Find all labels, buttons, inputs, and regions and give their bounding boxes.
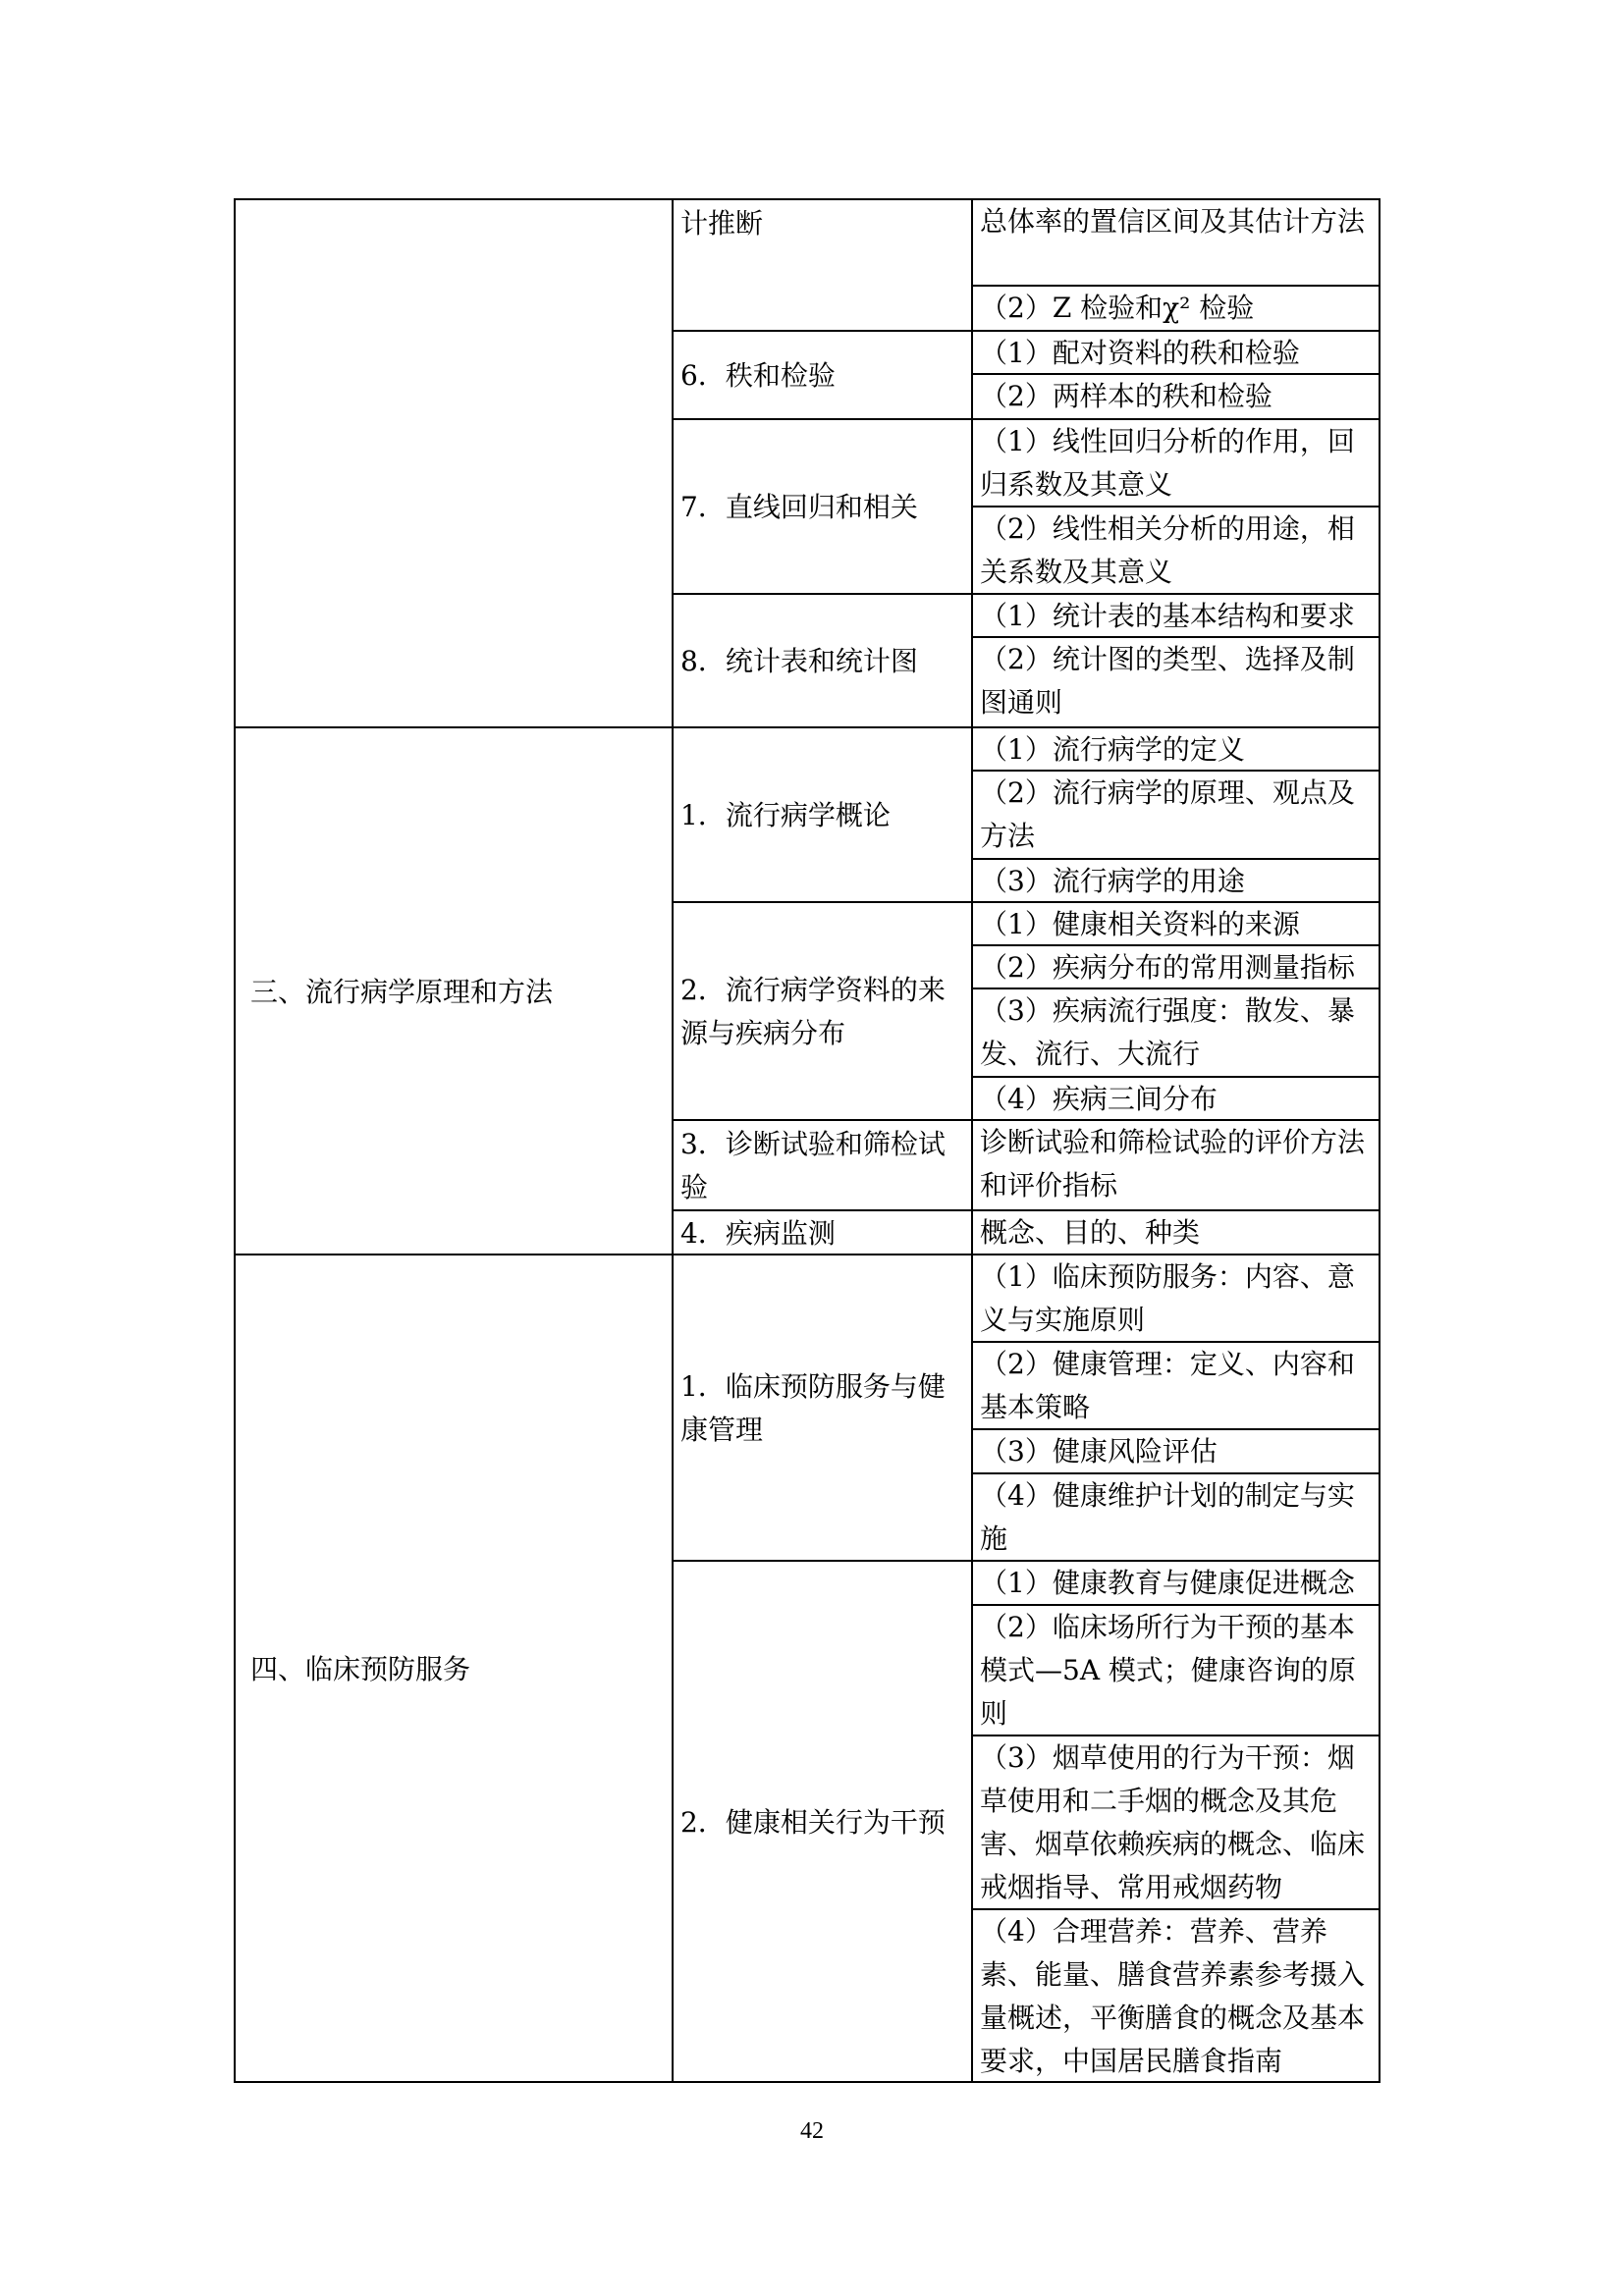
detail-cell: 概念、目的、种类 [980, 1216, 1201, 1249]
detail-cell: （2）健康管理：定义、内容和基本策略 [980, 1348, 1355, 1423]
section-title: 三、流行病学原理和方法 [250, 975, 554, 1008]
detail-cell: （1）配对资料的秩和检验 [980, 337, 1300, 369]
detail-cell: （1）健康教育与健康促进概念 [980, 1567, 1355, 1599]
detail-cell: （3）烟草使用的行为干预：烟草使用和二手烟的概念及其危害、烟草依赖疾病的概念、临床戒烟指导、常用戒烟药物 [980, 1741, 1366, 1903]
topic-cell: 8．统计表和统计图 [680, 645, 918, 677]
detail-cell: （3）流行病学的用途 [980, 865, 1245, 897]
detail-cell: （1）临床预防服务：内容、意义与实施原则 [980, 1260, 1355, 1336]
detail-cell: （2）统计图的类型、选择及制图通则 [980, 643, 1355, 719]
topic-cell: 1．临床预防服务与健康管理 [680, 1370, 946, 1446]
topic-cell: 2．流行病学资料的来源与疾病分布 [680, 974, 946, 1049]
detail-cell: （1）健康相关资料的来源 [980, 908, 1300, 940]
detail-cell: （2）临床场所行为干预的基本模式—5A 模式；健康咨询的原则 [980, 1611, 1356, 1730]
detail-cell: （3）疾病流行强度：散发、暴发、流行、大流行 [980, 994, 1355, 1070]
detail-cell: （2）疾病分布的常用测量指标 [980, 951, 1355, 984]
topic-cell: 计推断 [680, 207, 764, 240]
page-number: 42 [800, 2118, 824, 2144]
detail-cell: （4）合理营养：营养、营养素、能量、膳食营养素参考摄入量概述，平衡膳食的概念及基本要求，中国居民膳食指南 [980, 1915, 1366, 2077]
topic-cell: 1．流行病学概论 [680, 799, 891, 831]
topic-cell: 6．秩和检验 [680, 359, 836, 392]
detail-cell: （4）健康维护计划的制定与实施 [980, 1479, 1355, 1555]
detail-cell: （1）线性回归分析的作用，回归系数及其意义 [980, 425, 1355, 501]
detail-cell: 诊断试验和筛检试验的评价方法和评价指标 [980, 1126, 1366, 1201]
detail-cell: （2）两样本的秩和检验 [980, 380, 1272, 412]
detail-cell: （1）流行病学的定义 [980, 733, 1245, 766]
detail-cell: 总体率的置信区间及其估计方法 [980, 205, 1366, 238]
topic-cell: 2．健康相关行为干预 [680, 1805, 946, 1839]
detail-cell: （2）线性相关分析的用途，相关系数及其意义 [980, 512, 1355, 588]
detail-cell: （1）统计表的基本结构和要求 [980, 600, 1355, 632]
detail-cell: （2）Z 检验和χ² 检验 [980, 292, 1255, 324]
topic-cell: 3．诊断试验和筛检试验 [680, 1128, 946, 1203]
topic-cell: 7．直线回归和相关 [680, 491, 918, 523]
detail-cell: （2）流行病学的原理、观点及方法 [980, 776, 1355, 852]
section-title: 四、临床预防服务 [250, 1652, 471, 1685]
detail-cell: （3）健康风险评估 [980, 1435, 1218, 1468]
detail-cell: （4）疾病三间分布 [980, 1083, 1218, 1115]
topic-cell: 4．疾病监测 [680, 1216, 836, 1250]
